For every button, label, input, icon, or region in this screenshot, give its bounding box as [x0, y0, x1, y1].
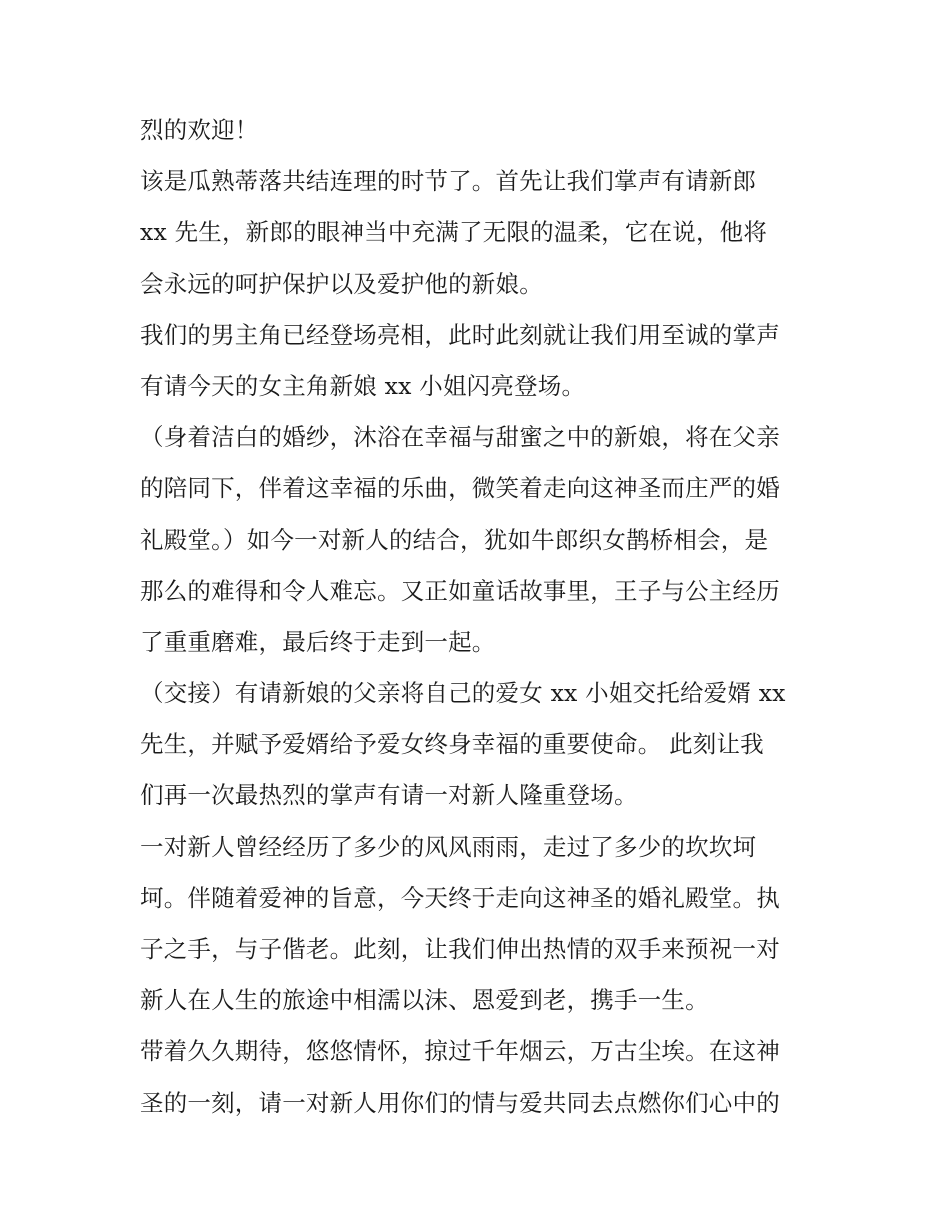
text-line: 了重重磨难，最后终于走到一起。 — [140, 627, 496, 656]
text-line: 先生，并赋予爱婿给予爱女终身幸福的重要使命。 此刻让我 — [140, 730, 764, 759]
text-line: xx 先生，新郎的眼神当中充满了无限的温柔，它在说，他将 — [140, 218, 768, 247]
text-line: 礼殿堂。）如今一对新人的结合，犹如牛郎织女鹊桥相会，是 — [140, 525, 769, 554]
text-line: 坷。伴随着爱神的旨意，今天终于走向这神圣的婚礼殿堂。执 — [140, 883, 780, 912]
text-line: 我们的男主角已经登场亮相，此时此刻就让我们用至诚的掌声 — [140, 320, 780, 349]
text-line: 那么的难得和令人难忘。又正如童话故事里，王子与公主经历 — [140, 576, 780, 605]
text-line: 带着久久期待，悠悠情怀，掠过千年烟云，万古尘埃。在这神 — [140, 1037, 780, 1066]
text-line: （交接）有请新娘的父亲将自己的爱女 xx 小姐交托给爱婿 xx — [140, 679, 786, 708]
text-line: 该是瓜熟蒂落共结连理的时节了。首先让我们掌声有请新郎 — [140, 167, 757, 196]
text-line: 的陪同下，伴着这幸福的乐曲，微笑着走向这神圣而庄严的婚 — [140, 474, 780, 503]
text-line: 烈的欢迎！ — [140, 116, 259, 144]
document-body — [140, 108, 820, 1132]
text-line: 们再一次最热烈的掌声有请一对新人隆重登场。 — [140, 781, 638, 810]
text-line: 子之手，与子偕老。此刻，让我们伸出热情的双手来预祝一对 — [140, 935, 780, 963]
text-line: 圣的一刻，请一对新人用你们的情与爱共同去点燃你们心中的 — [140, 1088, 780, 1117]
text-line: 一对新人曾经经历了多少的风风雨雨，走过了多少的坎坎坷 — [140, 832, 757, 861]
text-line: （身着洁白的婚纱，沐浴在幸福与甜蜜之中的新娘，将在父亲 — [140, 423, 780, 452]
text-line: 新人在人生的旅途中相濡以沫、恩爱到老，携手一生。 — [140, 986, 709, 1015]
text-line: 有请今天的女主角新娘 xx 小姐闪亮登场。 — [140, 371, 586, 400]
text-line: 会永远的呵护保护以及爱护他的新娘。 — [140, 269, 543, 298]
